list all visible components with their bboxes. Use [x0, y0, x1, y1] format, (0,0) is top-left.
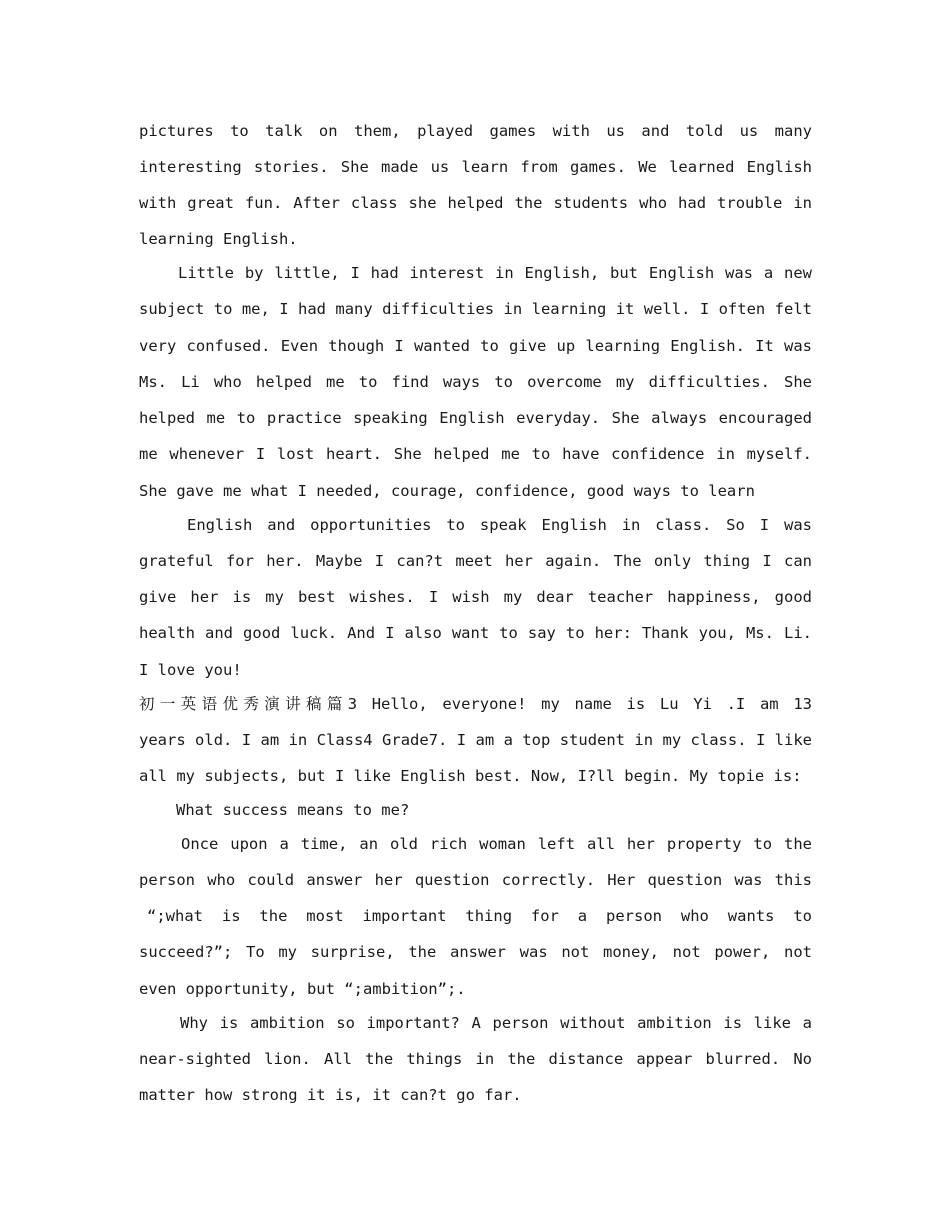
topic-line: What success means to me?	[176, 801, 410, 819]
text-line: all my subjects, but I like English best. Now, I?ll begin. My topie is:	[139, 767, 802, 785]
text-line: English and opportunities to speak English in class. So I was	[187, 516, 812, 534]
text-line: helped me to practice speaking English everyday. She always encouraged	[139, 409, 812, 427]
text-line: Once upon a time, an old rich woman left all her property to the	[181, 835, 812, 853]
text-line: matter how strong it is, it can?t go far.	[139, 1086, 522, 1104]
text-line: pictures to talk on them, played games with us and told us many	[139, 122, 812, 140]
text-line: I love you!	[139, 661, 242, 679]
text-line: give her is my best wishes. I wish my dear teacher happiness, good	[139, 588, 812, 606]
text-line: subject to me, I had many difficulties in learning it well. I often felt	[139, 300, 812, 318]
text-line: Ms. Li who helped me to find ways to overcome my difficulties. She	[139, 373, 812, 391]
text-line: succeed?”; To my surprise, the answer was not money, not power, not	[139, 943, 812, 961]
text-line: interesting stories. She made us learn from games. We learned English	[139, 158, 812, 176]
text-line: health and good luck. And I also want to say to her: Thank you, Ms. Li.	[139, 624, 812, 642]
text-line: learning English.	[139, 230, 298, 248]
text-line: years old. I am in Class4 Grade7. I am a top student in my class. I like	[139, 731, 812, 749]
text-line: Little by little, I had interest in English, but English was a new	[178, 264, 812, 282]
text-line: very confused. Even though I wanted to give up learning English. It was	[139, 337, 812, 355]
text-line: grateful for her. Maybe I can?t meet her again. The only thing I can	[139, 552, 812, 570]
text-line: Why is ambition so important? A person without ambition is like a	[180, 1014, 812, 1032]
text-line: me whenever I lost heart. She helped me to have confidence in myself.	[139, 445, 812, 463]
text-line: person who could answer her question correctly. Her question was this	[139, 871, 812, 889]
text-line: even opportunity, but “;ambition”;.	[139, 980, 466, 998]
text-line: near-sighted lion. All the things in the distance appear blurred. No	[139, 1050, 812, 1068]
text-line: “;what is the most important thing for a person who wants to	[147, 907, 812, 925]
section-heading-line: 初一英语优秀演讲稿篇3 Hello, everyone! my name is Lu Yi .I am 13	[139, 695, 812, 713]
text-line: with great fun. After class she helped the students who had trouble in	[139, 194, 812, 212]
text-line: She gave me what I needed, courage, confidence, good ways to learn	[139, 482, 755, 500]
